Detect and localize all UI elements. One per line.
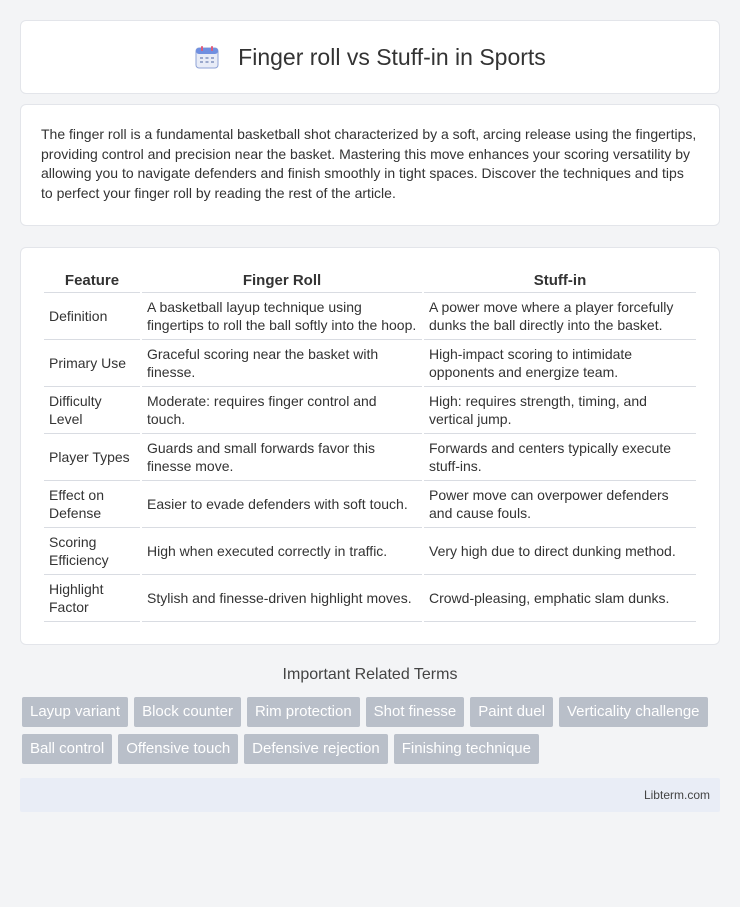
finger-roll-cell: Stylish and finesse-driven highlight moves.: [142, 575, 422, 622]
feature-cell: Definition: [44, 293, 140, 340]
finger-roll-cell: Guards and small forwards favor this finesse move.: [142, 434, 422, 481]
comparison-table: [42, 268, 698, 622]
related-term-tag[interactable]: Shot finesse: [366, 697, 465, 727]
footer-brand-link[interactable]: Libterm.com: [643, 788, 710, 802]
table-row: [44, 387, 696, 434]
finger-roll-cell: Moderate: requires finger control and touch.: [142, 387, 422, 434]
table-header-row: [44, 268, 696, 293]
related-term-tag[interactable]: Rim protection: [247, 697, 360, 727]
stuff-in-cell: A power move where a player forcefully dunks the ball directly into the basket.: [424, 293, 696, 340]
page-footer: [20, 778, 720, 812]
page-title: Finger roll vs Stuff-in in Sports: [238, 43, 546, 70]
stuff-in-cell: Crowd-pleasing, emphatic slam dunks.: [424, 575, 696, 622]
related-term-tag[interactable]: Offensive touch: [118, 734, 238, 764]
feature-cell: Player Types: [44, 434, 140, 481]
table-row: [44, 434, 696, 481]
header-finger-roll: Finger Roll: [142, 268, 422, 293]
intro-text: The finger roll is a fundamental basketball shot characterized by a soft, arcing release using the fingertips, providing control and precision near the basket. Mastering this move enhances your scoring versatility by allowing you to navigate defenders and finish smoothly in tight spaces. Discover the techniques and tips to perfect your finger roll by reading the rest of the article.: [41, 126, 697, 201]
comparison-section: [20, 247, 720, 645]
finger-roll-cell: High when executed correctly in traffic.: [142, 528, 422, 575]
header-stuff-in: Stuff-in: [424, 268, 696, 293]
related-term-tag[interactable]: Paint duel: [470, 697, 553, 727]
related-terms-list: [22, 697, 718, 764]
finger-roll-cell: Graceful scoring near the basket with finesse.: [142, 340, 422, 387]
related-term-tag[interactable]: Defensive rejection: [244, 734, 388, 764]
related-term-tag[interactable]: Verticality challenge: [559, 697, 708, 727]
table-row: [44, 340, 696, 387]
stuff-in-cell: Power move can overpower defenders and cause fouls.: [424, 481, 696, 528]
stuff-in-cell: High-impact scoring to intimidate opponents and energize team.: [424, 340, 696, 387]
feature-cell: Scoring Efficiency: [44, 528, 140, 575]
related-terms-title: Important Related Terms: [282, 666, 458, 683]
finger-roll-cell: A basketball layup technique using fingertips to roll the ball softly into the hoop.: [142, 293, 422, 340]
related-term-tag[interactable]: Layup variant: [22, 697, 128, 727]
table-row: [44, 481, 696, 528]
feature-cell: Effect on Defense: [44, 481, 140, 528]
table-row: [44, 293, 696, 340]
table-row: [44, 575, 696, 622]
calendar-icon: [194, 44, 220, 70]
stuff-in-cell: Forwards and centers typically execute stuff-ins.: [424, 434, 696, 481]
feature-cell: Primary Use: [44, 340, 140, 387]
page-header: [20, 20, 720, 94]
stuff-in-cell: Very high due to direct dunking method.: [424, 528, 696, 575]
intro-section: [20, 104, 720, 226]
related-term-tag[interactable]: Ball control: [22, 734, 112, 764]
related-term-tag[interactable]: Finishing technique: [394, 734, 539, 764]
table-row: [44, 528, 696, 575]
related-term-tag[interactable]: Block counter: [134, 697, 241, 727]
header-feature: Feature: [44, 268, 140, 293]
feature-cell: Difficulty Level: [44, 387, 140, 434]
finger-roll-cell: Easier to evade defenders with soft touch.: [142, 481, 422, 528]
stuff-in-cell: High: requires strength, timing, and vertical jump.: [424, 387, 696, 434]
feature-cell: Highlight Factor: [44, 575, 140, 622]
